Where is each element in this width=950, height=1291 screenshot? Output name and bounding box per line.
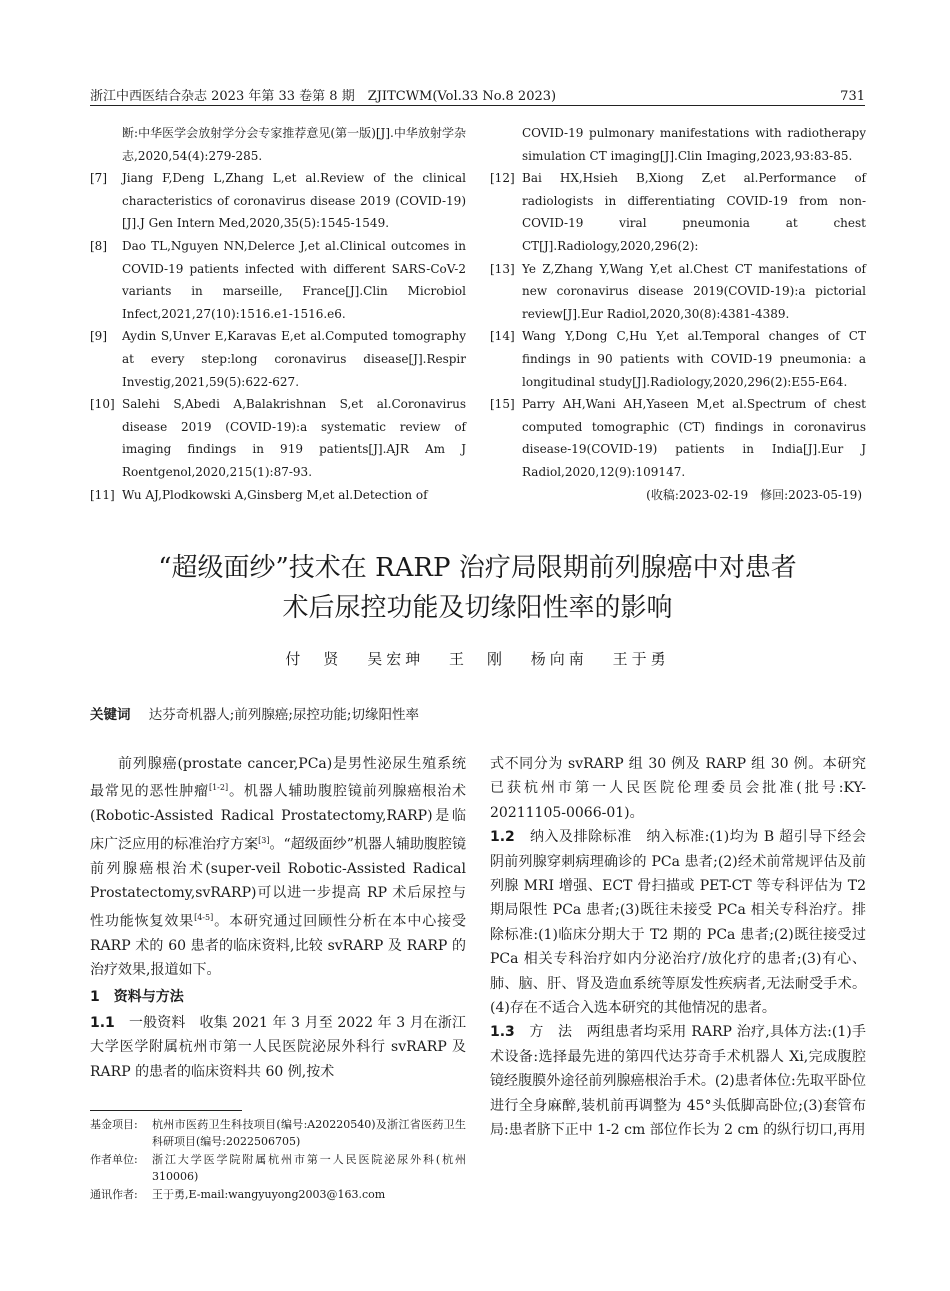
running-header [90,82,865,104]
references-left-column [90,122,466,506]
title-line: 术后尿控功能及切缘阳性率的影响 [282,593,673,623]
reference-item: 断:中华医学会放射学分会专家推荐意见(第一版)[J].中华放射学杂志,2020,54(4):279-285. [122,126,466,163]
keywords-text: 达芬奇机器人;前列腺癌;尿控功能;切缘阳性率 [148,707,419,723]
author-name: 杨向南 [530,650,588,668]
author-name: 付 贤 [285,650,343,668]
reference-item: [11] Wu AJ,Plodkowski A,Ginsberg M,et al.Detection of [90,487,428,502]
corresponding-author-note: 通讯作者: 王于勇,E-mail:wangyuyong2003@163.com [90,1188,386,1201]
author-list [90,648,865,669]
continued-paragraph: 式不同分为 svRARP 组 30 例及 RARP 组 30 例。本研究已获杭州市第一人民医院伦理委员会批准(批号:KY-20211105-0066-01)。 [490,756,866,821]
author-name: 吴宏珅 [367,650,425,668]
reference-item: [8] Dao TL,Nguyen NN,Delerce J,et al.Clinical outcomes in COVID-19 patients infected with different SARS-CoV-2 variants in marseille, France[J].Clin Microbiol Infect,2021,27(10):1516.e1-1516.e6. [90,238,466,321]
keywords-label: 关键词 [90,707,131,723]
received-dates: (收稿:2023-02-19 修回:2023-05-19) [646,487,862,502]
references-right-column [490,122,866,506]
intro-paragraph: 前列腺癌(prostate cancer,PCa)是男性泌尿生殖系统最常见的恶性肿瘤[1-2]。机器人辅助腹腔镜前列腺癌根治术(Robotic-Assisted Radical Prostatectomy,RARP)是临床广泛应用的标准治疗方案[3]。“超级面纱”机器人辅助腹腔镜前列腺癌根治术(super-veil Robotic-Assisted Radical Prostatectomy,svRARP)可以进一步提高 RP 术后尿控与性功能恢复效果[4-5]。本研究通过回顾性分析在本中心接受 RARP 术的 60 患者的临床资料,比较 svRARP 及 RARP 的治疗效果,报道如下。 [90,756,467,979]
funding-note: 基金项目: 杭州市医药卫生科技项目(编号:A20220540)及浙江省医药卫生科研项目(编号:2022506705) [90,1118,466,1148]
body-left-column [90,752,466,1084]
journal-citation: 浙江中西医结合杂志 2023 年第 33 卷第 8 期 ZJITCWM(Vol.33 No.8 2023) [90,89,557,104]
header-rule [90,105,865,106]
author-name: 王于勇 [612,650,670,668]
reference-item: [7] Jiang F,Deng L,Zhang L,et al.Review of the clinical characteristics of coronavirus disease 2019 (COVID-19)[J].J Gen Intern Med,2020,35(5):1545-1549. [90,171,466,231]
page-number: 731 [840,89,865,104]
affiliation-note: 作者单位: 浙江大学医学院附属杭州市第一人民医院泌尿外科(杭州 310006) [90,1153,466,1183]
author-name: 王 刚 [448,650,506,668]
footnotes [90,1116,466,1204]
reference-item: COVID-19 pulmonary manifestations with radiotherapy simulation CT imaging[J].Clin Imaging,2023,93:83-85. [522,126,866,163]
subsection-paragraph: 1.2 纳入及排除标准 纳入标准:(1)均为 B 超引导下经会阴前列腺穿刺病理确诊的 PCa 患者;(2)经术前常规评估及前列腺 MRI 增强、ECT 骨扫描或 PET-CT 等专科评估为 T2 期局限性 PCa 患者;(3)既往未接受 PCa 相关专科治疗。排除标准:(1)临床分期大于 T2 期的 PCa 患者;(2)既往接受过 PCa 相关专科治疗如内分泌治疗/放化疗的患者;(3)有心、肺、脑、肝、肾及造血系统等原发性疾病者,无法耐受手术。(4)存在不适合入选本研究的其他情况的患者。 [490,829,866,1017]
body-right-column [490,752,866,1143]
keywords-line [90,703,865,723]
reference-item: [13] Ye Z,Zhang Y,Wang Y,et al.Chest CT manifestations of new coronavirus disease 2019(COVID-19):a pictorial review[J].Eur Radiol,2020,30(8):4381-4389. [490,261,866,321]
reference-item: [14] Wang Y,Dong C,Hu Y,et al.Temporal changes of CT findings in 90 patients with COVID-19 pneumonia: a longitudinal study[J].Radiology,2020,296(2):E55-E64. [490,329,866,389]
subsection-paragraph: 1.3 方 法 两组患者均采用 RARP 治疗,具体方法:(1)手术设备:选择最先进的第四代达芬奇手术机器人 Xi,完成腹腔镜经腹膜外途径前列腺癌根治手术。(2)患者体位:先取平卧位进行全身麻醉,装机前再调整为 45°头低脚高卧位;(3)套管布局:患者脐下正中 1-2 cm 部位作长为 2 cm 的纵行切口,再用 [490,1024,867,1139]
footnote-rule [90,1110,242,1111]
title-line: “超级面纱”技术在 RARP 治疗局限期前列腺癌中对患者 [158,553,797,583]
reference-item: [9] Aydin S,Unver E,Karavas E,et al.Computed tomography at every step:long coronavirus disease[J].Respir Investig,2021,59(5):622-627. [90,329,466,389]
article-title [90,548,865,628]
subsection-paragraph: 1.1 一般资料 收集 2021 年 3 月至 2022 年 3 月在浙江大学医学附属杭州市第一人民医院泌尿外科行 svRARP 及 RARP 的患者的临床资料共 60 例,按术 [90,1015,467,1080]
reference-item: [10] Salehi S,Abedi A,Balakrishnan S,et al.Coronavirus disease 2019 (COVID-19):a systematic review of imaging findings in 919 patients[J].AJR Am J Roentgenol,2020,215(1):87-93. [90,397,466,479]
section-heading: 1 资料与方法 [90,988,184,1005]
reference-item: [15] Parry AH,Wani AH,Yaseen M,et al.Spectrum of chest computed tomographic (CT) findings in coronavirus disease-19(COVID-19) patients in India[J].Eur J Radiol,2020,12(9):109147. [490,397,866,479]
reference-item: [12] Bai HX,Hsieh B,Xiong Z,et al.Performance of radiologists in differentiating COVID-19 from non-COVID-19 viral pneumonia at chest CT[J].Radiology,2020,296(2): [490,171,866,253]
